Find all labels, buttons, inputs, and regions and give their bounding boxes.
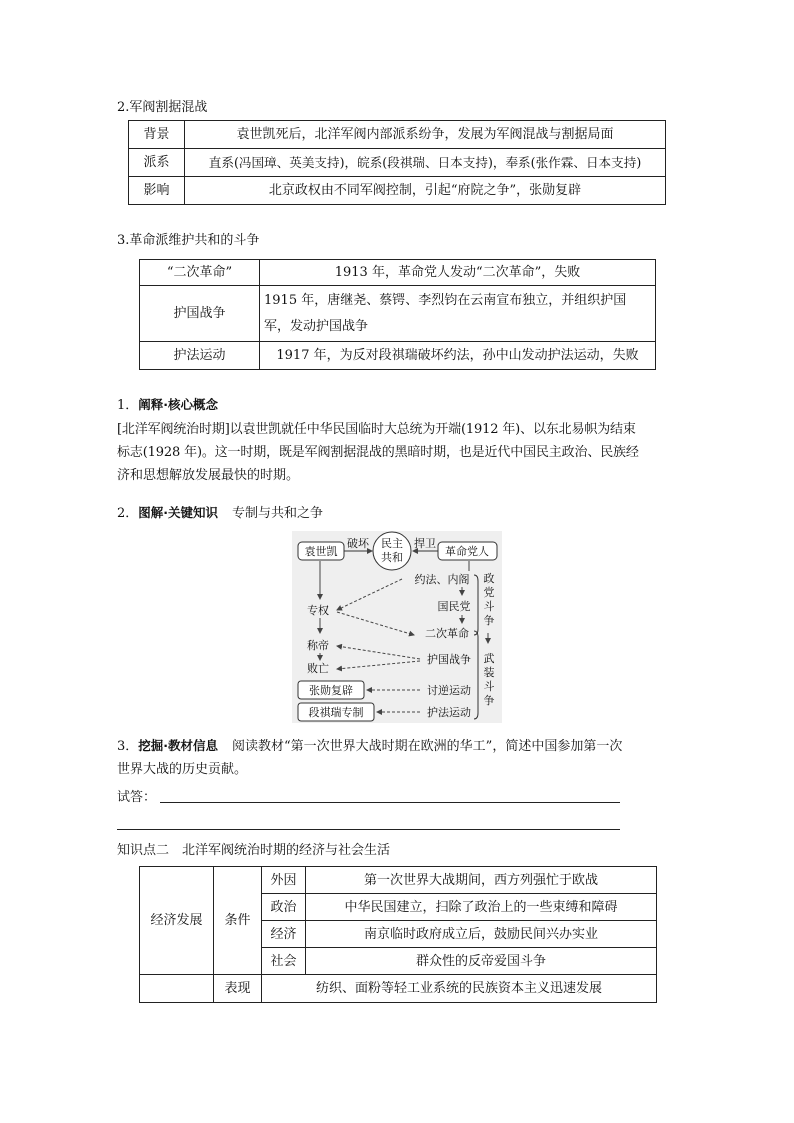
yuefa-label: 约法、内阁 [414,573,470,586]
table-row [140,260,656,286]
row-value: 1913 年，革命党人发动“二次革命”，失败 [260,260,656,286]
zhangxun-label: 张勋复辟 [309,684,353,697]
row-key: 经济 [262,921,306,948]
row-key: 护法运动 [140,342,260,370]
row-value-line: 1915 年，唐继尧、蔡锷、李烈钧在云南宣布独立，并组织护国 [264,292,627,308]
taoni-label: 讨逆运动 [427,684,471,697]
point-number: 3． [117,739,139,754]
erci-label: 二次革命 [425,627,469,640]
point-1-heading [117,396,218,415]
point-3-line [117,734,677,758]
row-key: 外因 [262,867,306,894]
spacer-cell [140,975,214,1003]
point-title: 阐释·核心概念 [138,397,219,412]
point-subtitle: 专制与共和之争 [232,506,324,521]
table-row [140,286,656,342]
row-key: 派系 [129,149,185,177]
autocracy-republic-diagram [292,531,502,723]
point-number: 2． [117,506,139,521]
row-key: 背景 [129,121,185,149]
duan-label: 段祺瑞专制 [308,706,364,719]
answer-line-2[interactable] [117,829,620,830]
huguo-label: 护国战争 [427,653,471,666]
vertical-label-char: 争 [483,694,495,707]
point-title: 图解·关键知识 [138,505,219,520]
row-key: 政治 [262,894,306,921]
row-value: 纺织、面粉等轻工业系统的民族资本主义迅速发展 [262,975,657,1003]
table-row [129,177,666,205]
vertical-label-char: 争 [483,614,495,627]
row-value [260,286,656,342]
row-value: 南京临时政府成立后，鼓励民间兴办实业 [306,921,657,948]
vertical-label-char: 武 [483,652,495,665]
chengdi-label: 称帝 [307,639,329,652]
vertical-label-char: 党 [483,586,495,599]
row-value: 群众性的反帝爱国斗争 [306,948,657,975]
baiwang-label: 败亡 [307,662,329,675]
warlord-table [128,120,666,205]
paragraph-line: [北洋军阀统治时期]以袁世凯就任中华民国临时大总统为开端(1912 年)、以东北易帜为结束 [117,422,636,437]
row-key: 社会 [262,948,306,975]
knowledge-point-2-title: 知识点二 北洋军阀统治时期的经济与社会生活 [117,843,391,858]
hanwei-label: 捍卫 [414,537,436,550]
revolution-table [139,259,656,370]
point-2-heading [117,504,323,523]
answer-label: 试答： [117,790,157,805]
row-value: 北京政权由不同军阀控制，引起“府院之争”，张勋复辟 [185,177,666,205]
vertical-label-char: 政 [483,572,495,585]
revolutionaries-label: 革命党人 [445,545,489,558]
point-text: 阅读教材“第一次世界大战时期在欧洲的华工”，简述中国参加第一次 [232,739,623,754]
concept-paragraph [117,418,677,487]
section-title-revolution: 3.革命派维护共和的斗争 [117,233,260,248]
point-3-line-2: 世界大战的历史贡献。 [117,762,248,777]
point-number: 1． [117,398,139,413]
table-row [140,867,657,894]
vertical-label-char: 斗 [483,680,495,693]
economy-table [139,866,657,1003]
guomindang-label: 国民党 [437,600,471,613]
row-key: 护国战争 [140,286,260,342]
vertical-label-char: 装 [483,666,495,679]
minzhu-label: 民主 [381,537,403,550]
row-key: “二次革命” [140,260,260,286]
zhuanquan-label: 专权 [307,604,329,617]
answer-line-1[interactable] [160,802,620,803]
table-row [129,121,666,149]
row-value: 中华民国建立，扫除了政治上的一些束缚和障碍 [306,894,657,921]
row-key: 影响 [129,177,185,205]
table-row [140,342,656,370]
pohuai-label: 破坏 [347,537,369,550]
condition-label: 条件 [214,867,262,975]
row-value: 第一次世界大战期间，西方列强忙于欧战 [306,867,657,894]
main-category: 经济发展 [140,867,214,975]
row-value: 直系(冯国璋、英美支持)，皖系(段祺瑞、日本支持)，奉系(张作霖、日本支持) [185,149,666,177]
vertical-label-char: 斗 [483,600,495,613]
row-value-line: 军，发动护国战争 [264,318,369,334]
paragraph-line: 标志(1928 年)。这一时期，既是军阀割据混战的黑暗时期，也是近代中国民主政治、民族经 [117,445,639,460]
row-key: 表现 [214,975,262,1003]
point-title: 挖掘·教材信息 [138,738,219,753]
hufa-label: 护法运动 [427,706,471,719]
point-3 [117,734,677,781]
paragraph-line: 济和思想解放发展最快的时期。 [117,468,300,483]
section-title-warlord: 2.军阀割据混战 [117,100,208,115]
row-value: 1917 年，为反对段祺瑞破坏约法，孙中山发动护法运动，失败 [260,342,656,370]
yuan-label: 袁世凯 [304,545,338,558]
table-row [129,149,666,177]
table-row [140,975,657,1003]
gonghe-label: 共和 [381,551,403,564]
row-value: 袁世凯死后，北洋军阀内部派系纷争，发展为军阀混战与割据局面 [185,121,666,149]
